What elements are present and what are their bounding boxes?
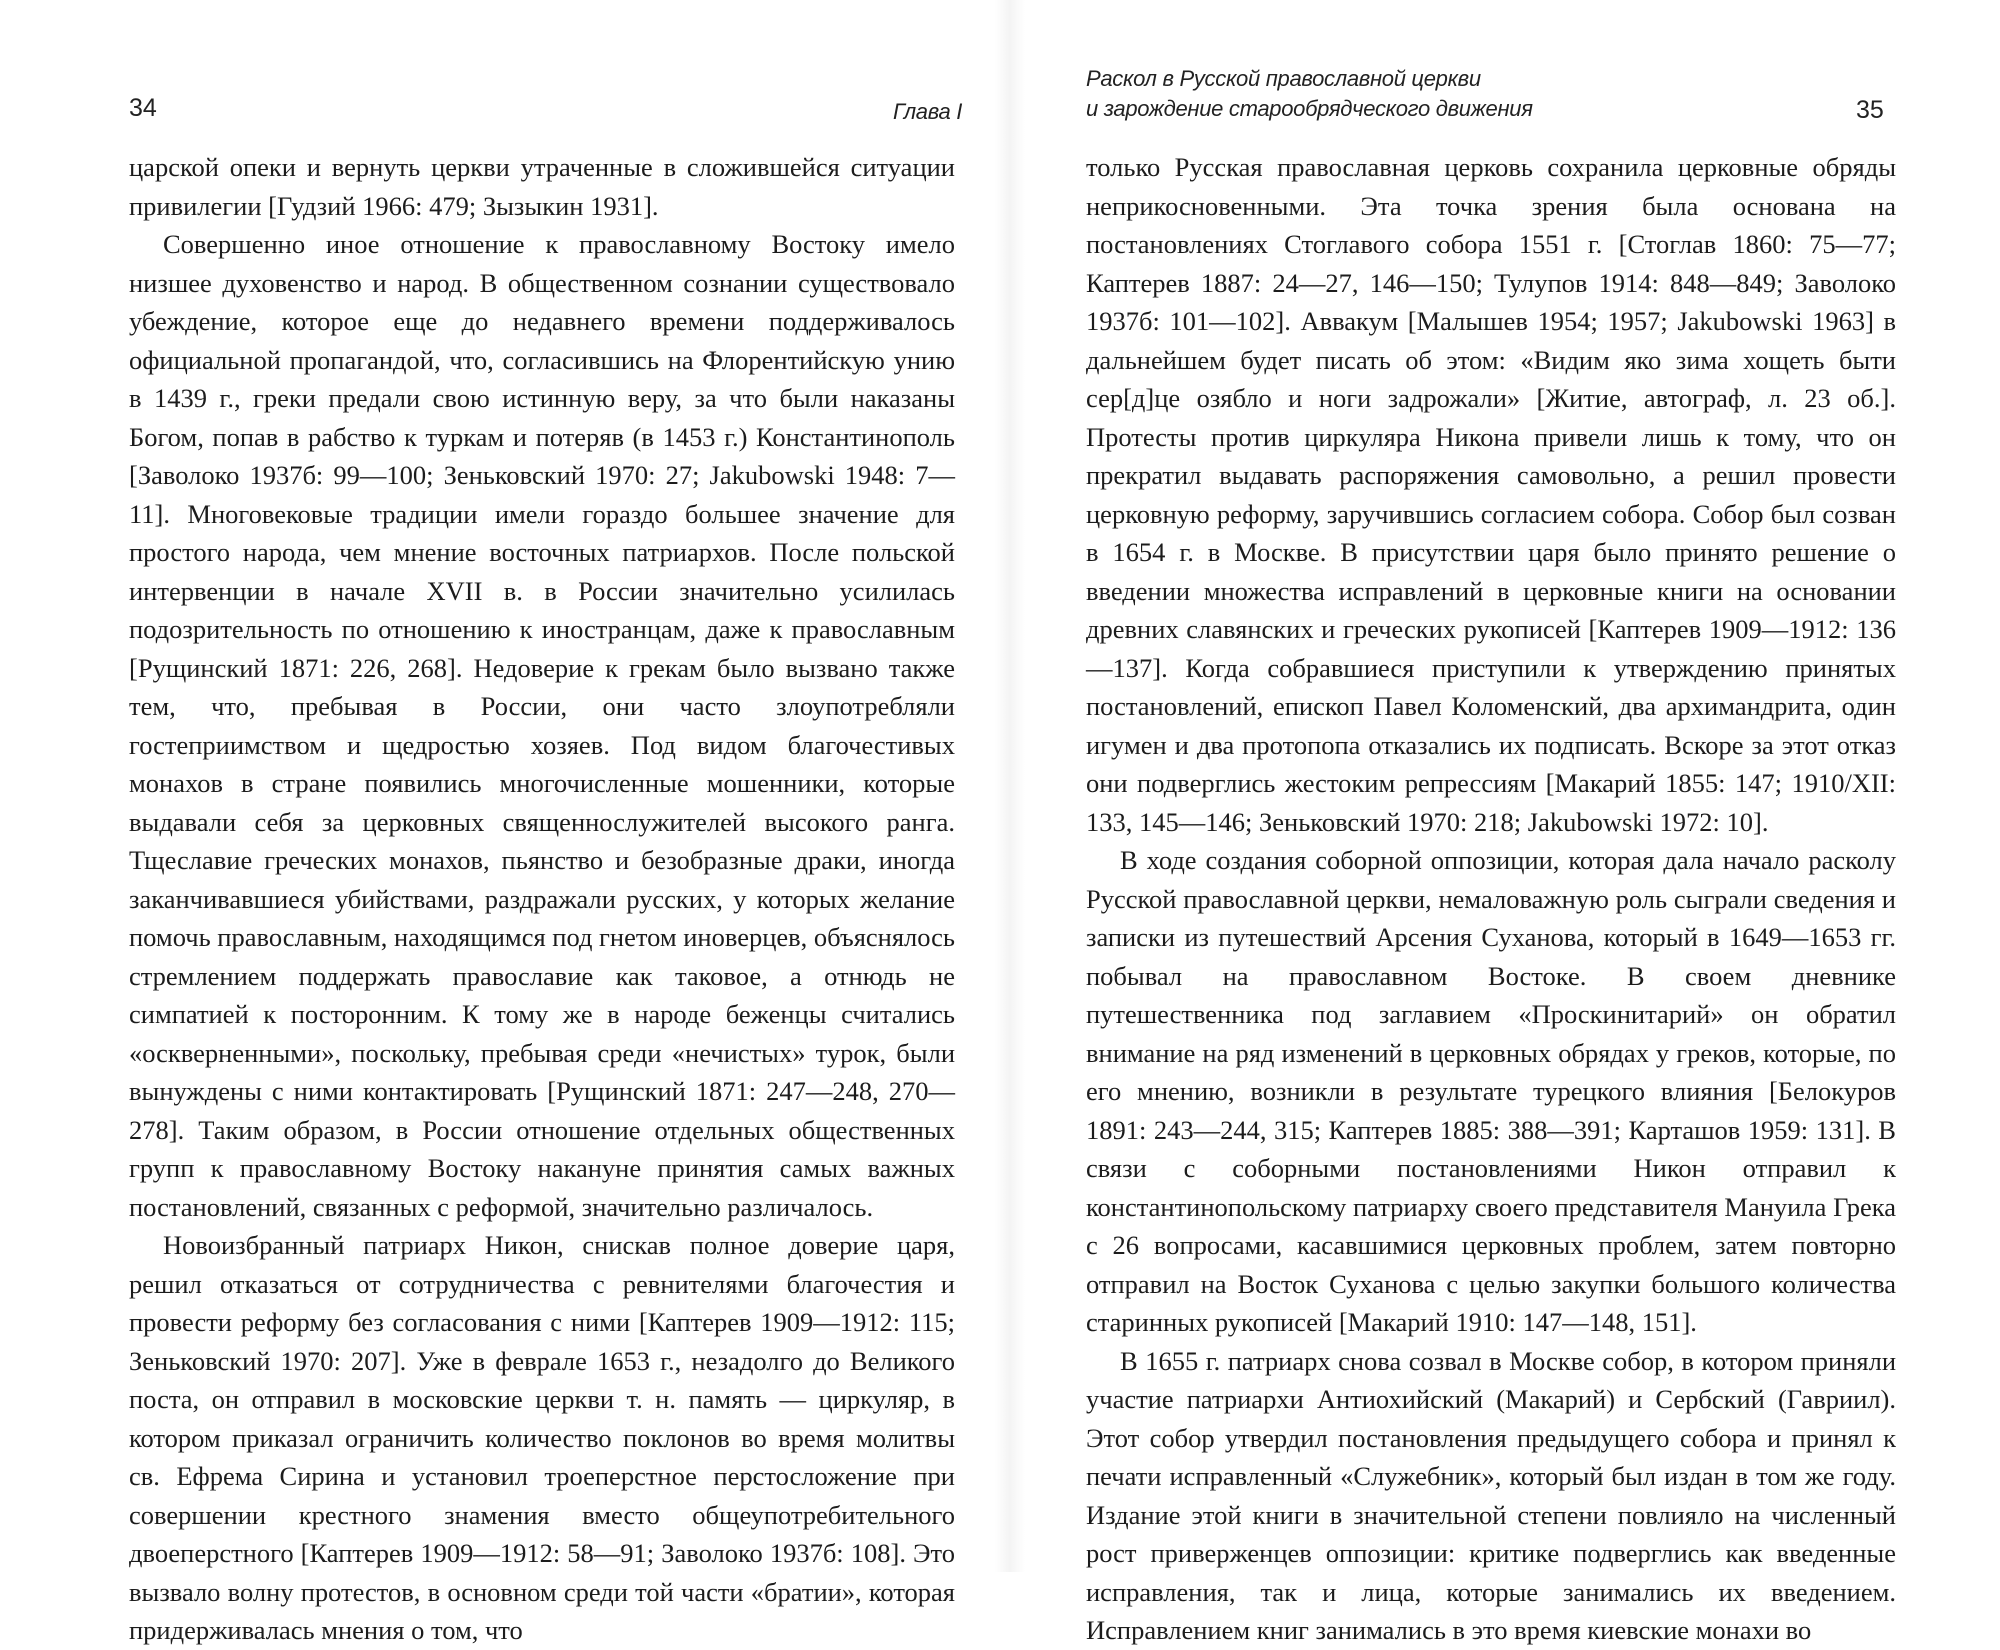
right-running-head-line-1: Раскол в Русской православной церкви bbox=[1086, 66, 1481, 91]
right-running-head-line-2: и зарождение старообрядческого движения bbox=[1086, 96, 1533, 121]
right-running-head bbox=[1086, 64, 1533, 124]
left-paragraph-3: Новоизбранный патриарх Никон, снискав полное доверие царя, решил отказаться от сотрудничества с ревнителями благочестия и провести реформу без согласования с ними [Каптерев 1909—1912: 115; Зеньковский 1970: 207]. Уже в феврале 1653 г., незадолго до Великого поста, он отправил в московские церкви т. н. память — циркуляр, в котором приказал ограничить количество поклонов во время молитвы св. Ефрема Сирина и установил троеперстное перстосложение при совершении крестного знамения вместо общеупотребительного двоеперстного [Каптерев 1909—1912: 58—91; Заволоко 1937б: 108]. Это вызвало волну протестов, в основном среди той части «братии», которая придерживалась мнения о том, что bbox=[129, 1230, 955, 1645]
right-page-number: 35 bbox=[1856, 96, 1884, 124]
right-paragraph-1: только Русская православная церковь сохранила церковные обряды неприкосновенными. Эта точка зрения была основана на постановлениях Стоглавого собора 1551 г. [Стоглав 1860: 75—77; Каптерев 1887: 24—27, 146—150; Тулупов 1914: 848—849; Заволоко 1937б: 101—102]. Аввакум [Малышев 1954; 1957; Jakubowski 1963] в дальнейшем будет писать об этом: «Видим яко зима хощеть быти сер[д]це озябло и ноги задрожали» [Житие, автограф, л. 23 об.]. Протесты против циркуляра Никона привели лишь к тому, что он прекратил выдавать распоряжения самовольно, а решил провести церковную реформу, заручившись согласием собора. Собор был созван в 1654 г. в Москве. В присутствии царя было принято решение о введении множества исправлений в церковные книги на основании древних славянских и греческих рукописей [Каптерев 1909—1912: 136—137]. Когда собравшиеся приступили к утверждению принятых постановлений, епископ Павел Коломенский, два архимандрита, один игумен и два протопопа отказались их подписать. Вскоре за этот отказ они подверглись жестоким репрессиям [Макарий 1855: 147; 1910/XII: 133, 145—146; Зеньковский 1970: 218; Jakubowski 1972: 10]. bbox=[1086, 152, 1896, 837]
right-body-text bbox=[1086, 148, 1896, 1650]
left-paragraph-1: царской опеки и вернуть церкви утраченные в сложившейся ситуации привилегии [Гудзий 1966: 479; Зызыкин 1931]. bbox=[129, 152, 955, 221]
right-page bbox=[1000, 0, 2000, 1645]
left-body-text bbox=[129, 148, 955, 1650]
right-paragraph-2: В ходе создания соборной оппозиции, которая дала начало расколу Русской православной церкви, немаловажную роль сыграли сведения и записки из путешествий Арсения Суханова, который в 1649—1653 гг. побывал на православном Востоке. В своем дневнике путешественника под заглавием «Проскинитарий» он обратил внимание на ряд изменений в церковных обрядах у греков, которые, по его мнению, возникли в результате турецкого влияния [Белокуров 1891: 243—244, 315; Каптерев 1885: 388—391; Карташов 1959: 131]. В связи с соборными постановлениями Никон отправил к константинопольскому патриарху своего представителя Мануила Грека с 26 вопросами, касавшимися церковных проблем, затем повторно отправил на Восток Суханова с целью закупки большого количества старинных рукописей [Макарий 1910: 147—148, 151]. bbox=[1086, 845, 1896, 1337]
right-paragraph-3: В 1655 г. патриарх снова созвал в Москве собор, в котором приняли участие патриархи Антиохийский (Макарий) и Сербский (Гавриил). Этот собор утвердил постановления предыдущего собора и принял к печати исправленный «Служебник», который был издан в том же году. Издание этой книги в значительной степени повлияло на численный рост приверженцев оппозиции: критике подверглись как введенные исправления, так и лица, которые занимались их введением. Исправлением книг занимались в это время киевские монахи во bbox=[1086, 1345, 1896, 1645]
left-paragraph-2: Совершенно иное отношение к православному Востоку имело низшее духовенство и народ. В общественном сознании существовало убеждение, которое еще до недавнего времени поддерживалось официальной пропагандой, что, согласившись на Флорентийскую унию в 1439 г., греки предали свою истинную веру, за что были наказаны Богом, попав в рабство к туркам и потеряв (в 1453 г.) Константинополь [Заволоко 1937б: 99—100; Зеньковский 1970: 27; Jakubowski 1948: 7—11]. Многовековые традиции имели гораздо большее значение для простого народа, чем мнение восточных патриархов. После польской интервенции в начале XVII в. в России значительно усилилась подозрительность по отношению к иностранцам, даже к православным [Рущинский 1871: 226, 268]. Недоверие к грекам было вызвано также тем, что, пребывая в России, они часто злоупотребляли гостеприимством и щедростью хозяев. Под видом благочестивых монахов в стране появились многочисленные мошенники, которые выдавали себя за церковных священнослужителей высокого ранга. Тщеславие греческих монахов, пьянство и безобразные драки, иногда заканчивавшиеся убийствами, раздражали русских, у которых желание помочь православным, находящимся под гнетом иноверцев, объяснялось стремлением поддержать православие как таковое, а отнюдь не симпатией к посторонним. К тому же в народе беженцы считались «оскверненными», поскольку, пребывая среди «нечистых» турок, были вынуждены с ними контактировать [Рущинский 1871: 247—248, 270—278]. Таким образом, в России отношение отдельных общественных групп к православному Востоку накануне принятия самых важных постановлений, связанных с реформой, значительно различалось. bbox=[129, 229, 956, 1222]
left-running-head: Глава I bbox=[893, 99, 963, 124]
left-page bbox=[0, 0, 1000, 1645]
left-page-number: 34 bbox=[129, 94, 157, 122]
